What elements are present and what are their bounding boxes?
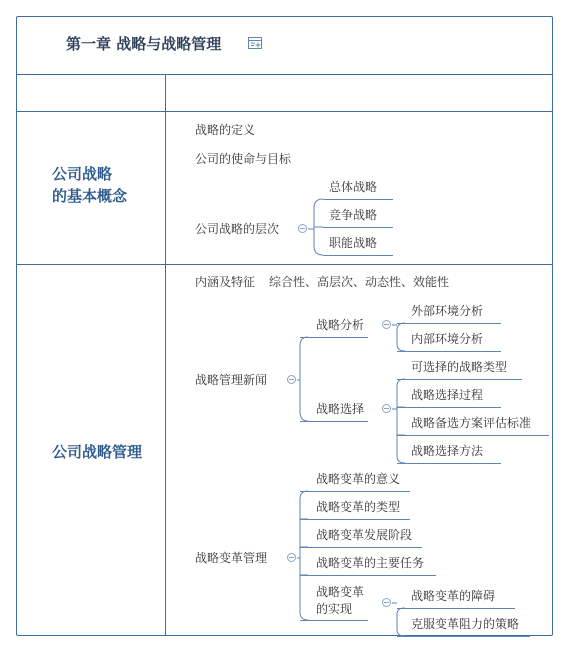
- node-strategy-levels[interactable]: 公司战略的层次: [195, 222, 280, 236]
- node-change-obstacles[interactable]: 战略变革的障碍: [411, 589, 496, 603]
- node-functional-strategy[interactable]: 职能战略: [329, 236, 378, 250]
- collapse-minus-icon[interactable]: [287, 375, 296, 384]
- collapse-minus-icon[interactable]: [382, 404, 391, 413]
- node-underline: [323, 199, 393, 200]
- collapse-minus-icon[interactable]: [287, 553, 296, 562]
- node-competitive-strategy[interactable]: 竞争战略: [329, 208, 378, 222]
- node-change-management[interactable]: 战略变革管理: [195, 551, 268, 565]
- node-label-line2: 的实现: [316, 602, 353, 616]
- collapse-minus-icon[interactable]: [382, 598, 391, 607]
- node-strategy-process[interactable]: 战略管理新闻: [195, 373, 268, 387]
- node-selection-process[interactable]: 战略选择过程: [411, 388, 484, 402]
- node-underline: [397, 379, 522, 380]
- column-divider: [165, 74, 166, 636]
- node-change-meaning[interactable]: 战略变革的意义: [316, 472, 401, 486]
- node-underline: [300, 519, 410, 520]
- collapse-minus-icon[interactable]: [382, 320, 391, 329]
- node-underline: [397, 323, 501, 324]
- node-underline: [397, 351, 501, 352]
- node-connotation[interactable]: 内涵及特征: [195, 275, 256, 289]
- node-strategy-selection[interactable]: 战略选择: [316, 402, 365, 416]
- node-underline: [397, 407, 501, 408]
- page-title: 第一章 战略与战略管理: [66, 35, 222, 53]
- node-label-line1: 战略变革: [316, 585, 365, 599]
- category-strategy-management: 公司战略管理: [52, 443, 143, 461]
- node-selection-methods[interactable]: 战略选择方法: [411, 444, 484, 458]
- node-underline: [397, 636, 530, 637]
- section-divider: [16, 264, 553, 265]
- node-mission-goals[interactable]: 公司的使命与目标: [195, 152, 292, 166]
- empty-row-divider: [16, 111, 553, 112]
- node-underline: [300, 421, 368, 422]
- node-overcome-resistance[interactable]: 克服变革阻力的策略: [411, 617, 520, 631]
- mind-map-table: [16, 16, 553, 636]
- category-label-line2: 的基本概念: [52, 187, 128, 205]
- node-change-realization[interactable]: [316, 584, 364, 618]
- node-change-stages[interactable]: 战略变革发展阶段: [316, 528, 413, 542]
- node-internal-analysis[interactable]: 内部环境分析: [411, 332, 484, 346]
- add-note-icon[interactable]: [248, 37, 262, 49]
- collapse-minus-icon[interactable]: [298, 224, 307, 233]
- node-strategy-definition[interactable]: 战略的定义: [195, 123, 256, 137]
- node-overall-strategy[interactable]: 总体战略: [329, 180, 378, 194]
- node-change-tasks[interactable]: 战略变革的主要任务: [316, 556, 425, 570]
- category-basic-concepts: [52, 163, 127, 207]
- node-underline: [397, 463, 501, 464]
- node-change-types[interactable]: 战略变革的类型: [316, 500, 401, 514]
- node-underline: [300, 547, 422, 548]
- node-underline: [323, 227, 393, 228]
- node-underline: [323, 255, 393, 256]
- node-underline: [397, 608, 515, 609]
- header-divider: [16, 74, 553, 75]
- node-underline: [300, 620, 368, 621]
- node-evaluation-criteria[interactable]: 战略备选方案评估标准: [411, 416, 532, 430]
- node-strategy-types[interactable]: 可选择的战略类型: [411, 360, 508, 374]
- node-strategy-analysis[interactable]: 战略分析: [316, 318, 365, 332]
- node-underline: [397, 435, 549, 436]
- node-external-analysis[interactable]: 外部环境分析: [411, 304, 484, 318]
- node-connotation-features[interactable]: 综合性、高层次、动态性、效能性: [269, 275, 450, 289]
- category-label-line1: 公司战略: [52, 165, 113, 183]
- node-underline: [300, 337, 368, 338]
- node-underline: [300, 575, 436, 576]
- node-underline: [300, 491, 410, 492]
